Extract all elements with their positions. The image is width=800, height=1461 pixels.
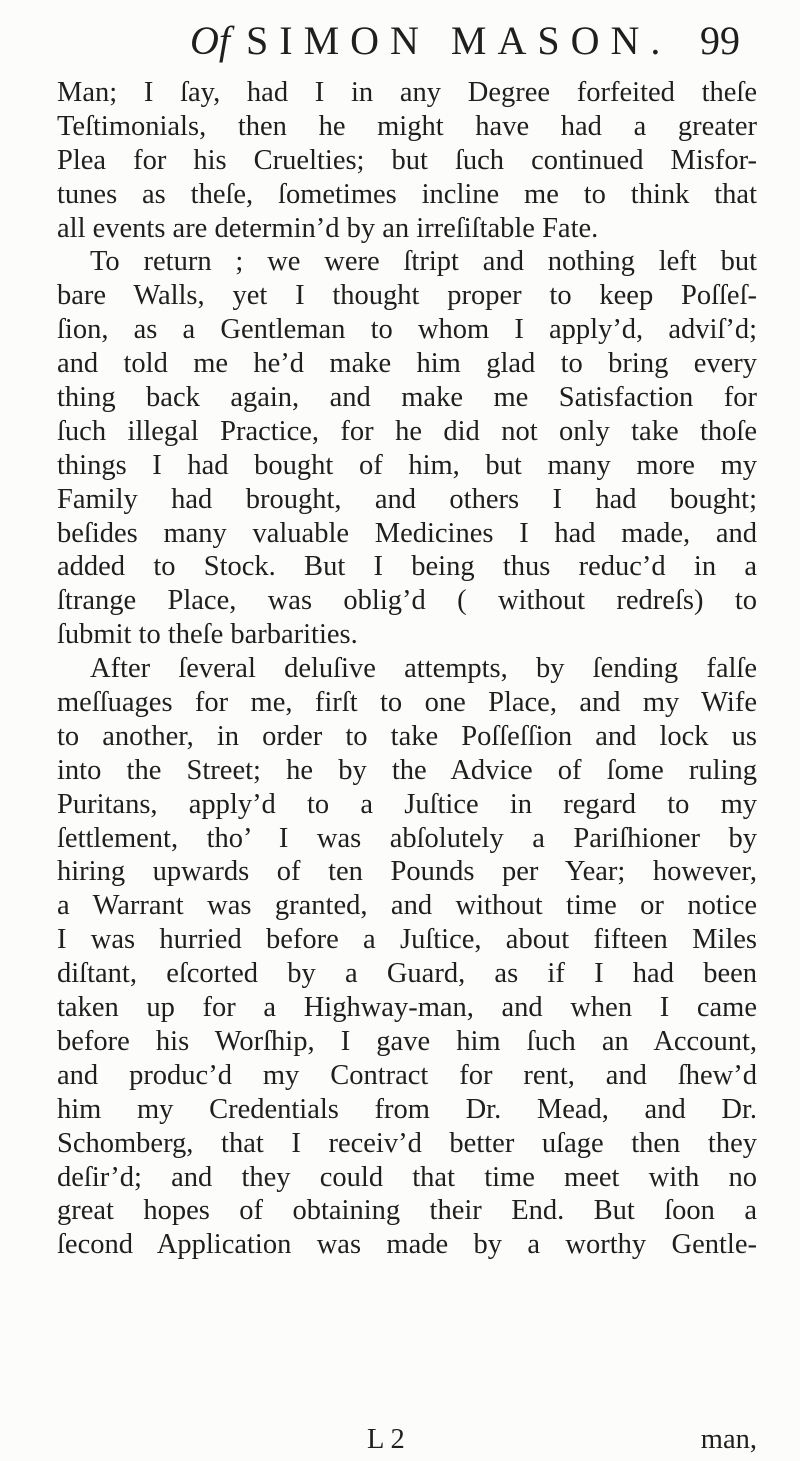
text-line: into the Street; he by the Advice of ſome ruling — [57, 754, 757, 786]
text-line: ſuch illegal Practice, for he did not only take thoſe — [57, 415, 757, 447]
text-line: and produc’d my Contract for rent, and ſhew’d — [57, 1059, 757, 1091]
text-line: all events are determin’d by an irreſiſtable Fate. — [57, 212, 599, 244]
text-line: deſir’d; and they could that time meet with no — [57, 1161, 757, 1193]
text-line: ſion, as a Gentleman to whom I apply’d, adviſ’d; — [57, 314, 757, 346]
text-line: him my Credentials from Dr. Mead, and Dr. — [57, 1093, 757, 1125]
text-line: Plea for his Cruelties; but ſuch continued Misfor- — [57, 144, 757, 176]
text-line: Schomberg, that I receiv’d better uſage then they — [57, 1127, 757, 1159]
text-line: Family had brought, and others I had bought; — [57, 483, 757, 515]
header-title: SIMON MASON. — [246, 18, 672, 63]
text-line: hiring upwards of ten Pounds per Year; however, — [57, 856, 757, 888]
text-line: before his Worſhip, I gave him ſuch an Account, — [57, 1025, 757, 1057]
running-header — [190, 16, 750, 66]
text-line: a Warrant was granted, and without time or notice — [57, 890, 757, 922]
text-line: and told me he’d make him glad to bring every — [57, 348, 757, 380]
text-line: added to Stock. But I being thus reduc’d in a — [57, 551, 757, 583]
text-line: Man; I ſay, had I in any Degree forfeited theſe — [57, 77, 757, 108]
text-line: ſettlement, tho’ I was abſolutely a Pariſhioner by — [57, 822, 757, 854]
text-line: thing back again, and make me Satisfaction for — [57, 382, 757, 414]
text-line: tunes as theſe, ſometimes incline me to think that — [57, 178, 757, 210]
text-line: ſtrange Place, was oblig’d ( without redreſs) to — [57, 585, 757, 617]
text-line: Puritans, apply’d to a Juſtice in regard to my — [57, 788, 757, 820]
text-line: things I had bought of him, but many more my — [57, 449, 757, 481]
text-line: To return ; we were ſtript and nothing left but — [90, 246, 757, 278]
signature-mark: L 2 — [367, 1424, 405, 1455]
page-number: 99 — [700, 18, 740, 63]
text-line: diſtant, eſcorted by a Guard, as if I had been — [57, 958, 757, 990]
text-line: Teſtimonials, then he might have had a greater — [57, 110, 757, 142]
text-line: great hopes of obtaining their End. But ſoon a — [57, 1195, 757, 1227]
text-line: ſubmit to theſe barbarities. — [57, 619, 358, 651]
text-line: to another, in order to take Poſſeſſion and lock us — [57, 720, 757, 752]
text-line: beſides many valuable Medicines I had made, and — [57, 517, 757, 549]
text-line: meſſuages for me, firſt to one Place, and my Wife — [57, 687, 757, 719]
catchword: man, — [700, 1424, 757, 1455]
header-of: Of — [190, 18, 230, 63]
text-line: After ſeveral deluſive attempts, by ſending falſe — [90, 653, 757, 685]
body-text — [57, 76, 757, 1262]
text-line: taken up for a Highway-man, and when I came — [57, 992, 757, 1024]
text-line: ſecond Application was made by a worthy Gentle- — [57, 1229, 757, 1261]
page-footer — [57, 1422, 757, 1458]
text-line: I was hurried before a Juſtice, about fifteen Miles — [57, 924, 757, 956]
text-line: bare Walls, yet I thought proper to keep Poſſeſ- — [57, 280, 757, 312]
